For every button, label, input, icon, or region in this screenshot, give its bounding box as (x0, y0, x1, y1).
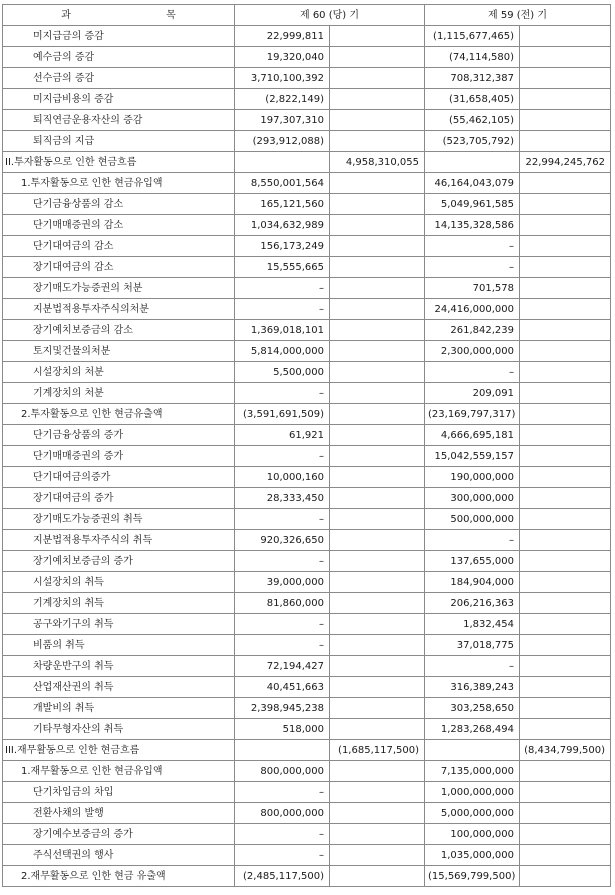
current-detail-amount: 2,398,945,238 (235, 698, 330, 719)
current-total-amount: (1,685,117,500) (330, 740, 425, 761)
current-detail-amount: – (235, 824, 330, 845)
account-label: 단기매매증권의 증가 (3, 446, 235, 467)
prior-detail-amount: 2,300,000,000 (425, 341, 520, 362)
prior-detail-amount: – (425, 362, 520, 383)
account-label: 기계장치의 처분 (3, 383, 235, 404)
current-detail-amount (235, 152, 330, 173)
table-row (3, 824, 611, 845)
prior-detail-amount: (15,569,799,500) (425, 866, 520, 887)
current-detail-amount: 72,194,427 (235, 656, 330, 677)
current-total-amount (330, 278, 425, 299)
current-detail-amount: – (235, 551, 330, 572)
prior-total-amount (520, 26, 611, 47)
prior-total-amount: 22,994,245,762 (520, 152, 611, 173)
prior-detail-amount: 184,904,000 (425, 572, 520, 593)
header-account: 과 목 (3, 5, 235, 26)
prior-total-amount (520, 614, 611, 635)
account-label: 선수금의 증감 (3, 68, 235, 89)
current-detail-amount: 5,814,000,000 (235, 341, 330, 362)
prior-total-amount (520, 530, 611, 551)
prior-detail-amount: 14,135,328,586 (425, 215, 520, 236)
table-row (3, 782, 611, 803)
prior-total-amount (520, 509, 611, 530)
current-total-amount (330, 194, 425, 215)
prior-detail-amount: (31,658,405) (425, 89, 520, 110)
current-total-amount (330, 845, 425, 866)
header-prior-period: 제 59 (전) 기 (425, 5, 611, 26)
prior-detail-amount: – (425, 257, 520, 278)
prior-detail-amount: 5,049,961,585 (425, 194, 520, 215)
cash-flow-table (2, 4, 611, 887)
prior-detail-amount (425, 740, 520, 761)
table-row (3, 425, 611, 446)
prior-total-amount (520, 425, 611, 446)
prior-total-amount (520, 593, 611, 614)
table-row (3, 383, 611, 404)
prior-total-amount (520, 698, 611, 719)
current-total-amount (330, 173, 425, 194)
current-detail-amount: 800,000,000 (235, 761, 330, 782)
account-label: III.재무활동으로 인한 현금흐름 (3, 740, 235, 761)
current-detail-amount: – (235, 614, 330, 635)
current-detail-amount: (2,822,149) (235, 89, 330, 110)
prior-detail-amount: 4,666,695,181 (425, 425, 520, 446)
table-row (3, 404, 611, 425)
account-label: 전환사채의 발행 (3, 803, 235, 824)
current-total-amount (330, 824, 425, 845)
current-detail-amount: – (235, 278, 330, 299)
prior-total-amount (520, 803, 611, 824)
current-total-amount (330, 320, 425, 341)
table-row (3, 110, 611, 131)
prior-detail-amount (425, 152, 520, 173)
account-label: 개발비의 취득 (3, 698, 235, 719)
current-detail-amount: 81,860,000 (235, 593, 330, 614)
account-label: 1.재무활동으로 인한 현금유입액 (3, 761, 235, 782)
prior-detail-amount: (74,114,580) (425, 47, 520, 68)
prior-detail-amount: 1,832,454 (425, 614, 520, 635)
prior-total-amount (520, 866, 611, 887)
table-row (3, 47, 611, 68)
prior-detail-amount: 500,000,000 (425, 509, 520, 530)
current-detail-amount: – (235, 509, 330, 530)
account-label: 장기대여금의 감소 (3, 257, 235, 278)
current-total-amount (330, 89, 425, 110)
prior-detail-amount: (523,705,792) (425, 131, 520, 152)
current-detail-amount: 22,999,811 (235, 26, 330, 47)
current-detail-amount: – (235, 299, 330, 320)
current-detail-amount (235, 740, 330, 761)
account-label: 2.투자활동으로 인한 현금유출액 (3, 404, 235, 425)
table-row (3, 236, 611, 257)
table-row (3, 278, 611, 299)
table-row (3, 551, 611, 572)
prior-total-amount (520, 320, 611, 341)
table-row (3, 656, 611, 677)
current-total-amount (330, 26, 425, 47)
current-detail-amount: – (235, 782, 330, 803)
current-total-amount (330, 677, 425, 698)
current-detail-amount: 1,369,018,101 (235, 320, 330, 341)
prior-detail-amount: 209,091 (425, 383, 520, 404)
current-total-amount (330, 593, 425, 614)
current-detail-amount: – (235, 446, 330, 467)
prior-detail-amount: 708,312,387 (425, 68, 520, 89)
prior-detail-amount: (23,169,797,317) (425, 404, 520, 425)
account-label: 단기금융상품의 증가 (3, 425, 235, 446)
table-row (3, 446, 611, 467)
account-label: 단기금융상품의 감소 (3, 194, 235, 215)
current-detail-amount: 920,326,650 (235, 530, 330, 551)
account-label: 장기매도가능증권의 취득 (3, 509, 235, 530)
current-total-amount (330, 68, 425, 89)
prior-detail-amount: 316,389,243 (425, 677, 520, 698)
prior-total-amount (520, 845, 611, 866)
account-label: 비품의 취득 (3, 635, 235, 656)
current-total-amount (330, 488, 425, 509)
cash-flow-statement (2, 4, 610, 887)
table-row (3, 677, 611, 698)
account-label: 2.재무활동으로 인한 현금 유출액 (3, 866, 235, 887)
account-label: 지분법적용투자주식의처분 (3, 299, 235, 320)
account-label: II.투자활동으로 인한 현금흐름 (3, 152, 235, 173)
prior-detail-amount: 261,842,239 (425, 320, 520, 341)
prior-detail-amount: 300,000,000 (425, 488, 520, 509)
prior-total-amount (520, 131, 611, 152)
current-total-amount (330, 866, 425, 887)
current-detail-amount: 518,000 (235, 719, 330, 740)
prior-detail-amount: 15,042,559,157 (425, 446, 520, 467)
current-total-amount (330, 572, 425, 593)
prior-detail-amount: 137,655,000 (425, 551, 520, 572)
account-label: 단기대여금의 감소 (3, 236, 235, 257)
current-detail-amount: 165,121,560 (235, 194, 330, 215)
current-total-amount (330, 719, 425, 740)
table-row (3, 131, 611, 152)
table-row (3, 152, 611, 173)
prior-detail-amount: 1,035,000,000 (425, 845, 520, 866)
current-total-amount (330, 698, 425, 719)
prior-total-amount (520, 488, 611, 509)
current-total-amount (330, 425, 425, 446)
account-label: 산업재산권의 취득 (3, 677, 235, 698)
current-total-amount (330, 257, 425, 278)
table-row (3, 635, 611, 656)
account-label: 장기예치보증금의 증가 (3, 551, 235, 572)
prior-detail-amount: (1,115,677,465) (425, 26, 520, 47)
prior-total-amount (520, 236, 611, 257)
prior-detail-amount: 190,000,000 (425, 467, 520, 488)
prior-detail-amount: 206,216,363 (425, 593, 520, 614)
table-row (3, 614, 611, 635)
account-label: 단기대여금의증가 (3, 467, 235, 488)
prior-total-amount (520, 467, 611, 488)
current-detail-amount: 61,921 (235, 425, 330, 446)
current-total-amount (330, 362, 425, 383)
table-row (3, 173, 611, 194)
current-total-amount (330, 110, 425, 131)
prior-total-amount (520, 824, 611, 845)
current-detail-amount: – (235, 635, 330, 656)
account-label: 장기예치보증금의 감소 (3, 320, 235, 341)
account-label: 퇴직연금운용자산의 증감 (3, 110, 235, 131)
current-total-amount (330, 236, 425, 257)
prior-total-amount (520, 215, 611, 236)
current-detail-amount: – (235, 845, 330, 866)
prior-total-amount (520, 194, 611, 215)
current-total-amount (330, 509, 425, 530)
account-label: 예수금의 증감 (3, 47, 235, 68)
prior-total-amount (520, 278, 611, 299)
current-total-amount (330, 551, 425, 572)
table-row (3, 845, 611, 866)
current-detail-amount: 10,000,160 (235, 467, 330, 488)
table-row (3, 341, 611, 362)
prior-total-amount: (8,434,799,500) (520, 740, 611, 761)
current-total-amount (330, 530, 425, 551)
prior-detail-amount: 701,578 (425, 278, 520, 299)
current-total-amount (330, 656, 425, 677)
table-row (3, 761, 611, 782)
current-total-amount (330, 761, 425, 782)
current-total-amount: 4,958,310,055 (330, 152, 425, 173)
current-detail-amount: 8,550,001,564 (235, 173, 330, 194)
prior-detail-amount: 5,000,000,000 (425, 803, 520, 824)
current-detail-amount: 800,000,000 (235, 803, 330, 824)
current-detail-amount: – (235, 383, 330, 404)
account-label: 단기차입금의 차입 (3, 782, 235, 803)
table-row (3, 215, 611, 236)
prior-detail-amount: 303,258,650 (425, 698, 520, 719)
current-total-amount (330, 47, 425, 68)
table-row (3, 803, 611, 824)
prior-total-amount (520, 656, 611, 677)
account-label: 지분법적용투자주식의 취득 (3, 530, 235, 551)
prior-detail-amount: (55,462,105) (425, 110, 520, 131)
account-label: 장기예수보증금의 증가 (3, 824, 235, 845)
current-detail-amount: 3,710,100,392 (235, 68, 330, 89)
current-detail-amount: 197,307,310 (235, 110, 330, 131)
current-total-amount (330, 635, 425, 656)
prior-detail-amount: 24,416,000,000 (425, 299, 520, 320)
account-label: 주식선택권의 행사 (3, 845, 235, 866)
current-detail-amount: 5,500,000 (235, 362, 330, 383)
prior-total-amount (520, 362, 611, 383)
prior-detail-amount: 100,000,000 (425, 824, 520, 845)
prior-total-amount (520, 551, 611, 572)
prior-total-amount (520, 677, 611, 698)
prior-detail-amount: 46,164,043,079 (425, 173, 520, 194)
prior-total-amount (520, 299, 611, 320)
current-total-amount (330, 803, 425, 824)
header-row (3, 5, 611, 26)
account-label: 토지및건물의처분 (3, 341, 235, 362)
prior-total-amount (520, 719, 611, 740)
table-row (3, 530, 611, 551)
prior-detail-amount: 37,018,775 (425, 635, 520, 656)
table-row (3, 320, 611, 341)
prior-total-amount (520, 782, 611, 803)
prior-total-amount (520, 446, 611, 467)
current-total-amount (330, 215, 425, 236)
account-label: 공구와기구의 취득 (3, 614, 235, 635)
account-label: 장기매도가능증권의 처분 (3, 278, 235, 299)
current-detail-amount: 19,320,040 (235, 47, 330, 68)
account-label: 미지급비용의 증감 (3, 89, 235, 110)
account-label: 1.투자활동으로 인한 현금유입액 (3, 173, 235, 194)
table-row (3, 68, 611, 89)
prior-total-amount (520, 110, 611, 131)
current-detail-amount: 40,451,663 (235, 677, 330, 698)
current-detail-amount: 156,173,249 (235, 236, 330, 257)
table-row (3, 257, 611, 278)
prior-total-amount (520, 47, 611, 68)
account-label: 시설장치의 처분 (3, 362, 235, 383)
prior-total-amount (520, 89, 611, 110)
prior-total-amount (520, 761, 611, 782)
prior-total-amount (520, 635, 611, 656)
current-total-amount (330, 383, 425, 404)
account-label: 기계장치의 취득 (3, 593, 235, 614)
prior-detail-amount: – (425, 530, 520, 551)
account-label: 시설장치의 취득 (3, 572, 235, 593)
prior-detail-amount: 1,000,000,000 (425, 782, 520, 803)
account-label: 퇴직금의 지급 (3, 131, 235, 152)
current-detail-amount: 15,555,665 (235, 257, 330, 278)
account-label: 기타무형자산의 취득 (3, 719, 235, 740)
prior-total-amount (520, 572, 611, 593)
prior-detail-amount: 1,283,268,494 (425, 719, 520, 740)
current-detail-amount: (2,485,117,500) (235, 866, 330, 887)
current-detail-amount: (293,912,088) (235, 131, 330, 152)
current-total-amount (330, 404, 425, 425)
current-total-amount (330, 341, 425, 362)
account-label: 장기대여금의 증가 (3, 488, 235, 509)
table-row (3, 572, 611, 593)
current-detail-amount: 1,034,632,989 (235, 215, 330, 236)
prior-detail-amount: 7,135,000,000 (425, 761, 520, 782)
account-label: 미지급금의 증감 (3, 26, 235, 47)
prior-detail-amount: – (425, 656, 520, 677)
prior-total-amount (520, 173, 611, 194)
table-row (3, 488, 611, 509)
header-current-period: 제 60 (당) 기 (235, 5, 425, 26)
prior-detail-amount: – (425, 236, 520, 257)
table-row (3, 299, 611, 320)
current-total-amount (330, 782, 425, 803)
current-detail-amount: 28,333,450 (235, 488, 330, 509)
table-row (3, 740, 611, 761)
table-row (3, 362, 611, 383)
current-total-amount (330, 467, 425, 488)
prior-total-amount (520, 404, 611, 425)
table-row (3, 593, 611, 614)
table-row (3, 719, 611, 740)
table-row (3, 467, 611, 488)
current-detail-amount: 39,000,000 (235, 572, 330, 593)
prior-total-amount (520, 341, 611, 362)
prior-total-amount (520, 383, 611, 404)
table-row (3, 509, 611, 530)
account-label: 차량운반구의 취득 (3, 656, 235, 677)
table-row (3, 866, 611, 887)
current-total-amount (330, 446, 425, 467)
prior-total-amount (520, 68, 611, 89)
table-row (3, 26, 611, 47)
account-label: 단기매매증권의 감소 (3, 215, 235, 236)
current-total-amount (330, 614, 425, 635)
table-row (3, 698, 611, 719)
current-total-amount (330, 299, 425, 320)
table-row (3, 89, 611, 110)
prior-total-amount (520, 257, 611, 278)
table-row (3, 194, 611, 215)
current-total-amount (330, 131, 425, 152)
current-detail-amount: (3,591,691,509) (235, 404, 330, 425)
